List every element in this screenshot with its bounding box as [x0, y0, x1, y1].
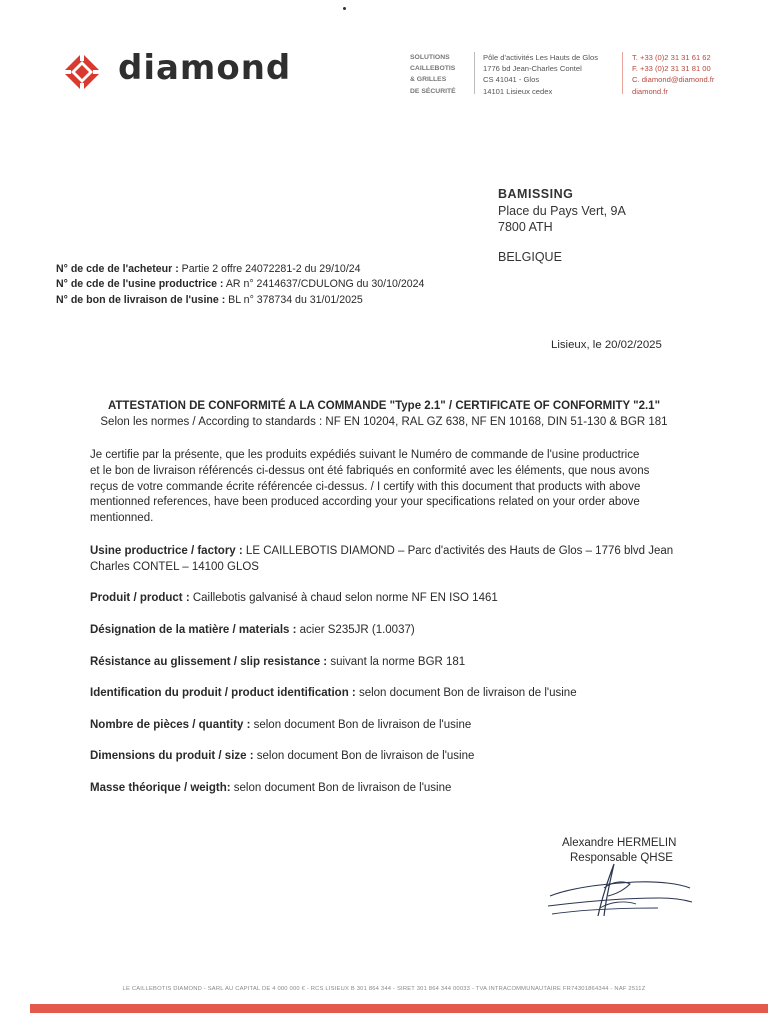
document-subtitle: Selon les normes / According to standards : NF EN 10204, RAL GZ 638, NF EN 10168, DIN 51-130 & BGR 181	[100, 416, 668, 428]
address-line: Pôle d'activités Les Hauts de Glos	[483, 53, 598, 62]
field-label: Identification du produit / product identification :	[90, 687, 356, 699]
paragraph-line: reçus de votre commande écrite référencée ci-dessus. / I certify with this document that products with above	[90, 480, 641, 493]
header-divider	[474, 52, 475, 94]
reference-label: N° de cde de l'acheteur :	[56, 263, 179, 275]
field-label: Désignation de la matière / materials :	[90, 624, 297, 636]
field-value: selon document Bon de livraison de l'usine	[230, 782, 452, 794]
recipient-country: BELGIQUE	[498, 249, 562, 264]
services-line: & GRILLES	[410, 76, 447, 84]
paragraph-line: Je certifie par la présente, que les produits expédiés suivant le Numéro de commande de l'usine productrice	[90, 449, 640, 461]
field-product-identification	[90, 686, 710, 702]
document-title: ATTESTATION DE CONFORMITÉ A LA COMMANDE "Type 2.1" / CERTIFICATE OF CONFORMITY "2.1"	[107, 400, 661, 412]
recipient-address	[498, 186, 626, 265]
footer-color-bar	[30, 1004, 768, 1013]
signatory-role: Responsable QHSE	[570, 852, 673, 864]
reference-label: N° de bon de livraison de l'usine :	[56, 293, 226, 306]
reference-value: BL n° 378734 du 31/01/2025	[225, 293, 363, 306]
order-references	[56, 262, 424, 308]
header-address	[483, 52, 598, 97]
field-size	[90, 749, 710, 765]
field-value: suivant la norme BGR 181	[327, 656, 466, 668]
field-label: Nombre de pièces / quantity :	[90, 719, 251, 731]
header-divider	[622, 52, 623, 94]
contact-fax: F. +33 (0)2 31 31 81 00	[632, 64, 711, 74]
field-value: selon document Bon de livraison de l'usine	[253, 750, 475, 762]
certification-paragraph	[90, 448, 708, 527]
signatory-name: Alexandre HERMELIN	[562, 837, 677, 849]
reference-label: N° de cde de l'usine productrice :	[56, 278, 224, 291]
address-line: 1776 bd Jean-Charles Contel	[483, 64, 582, 74]
field-label: Produit / product :	[90, 592, 190, 604]
recipient-name: BAMISSING	[498, 187, 574, 201]
handwritten-signature	[540, 858, 700, 920]
reference-value: AR n° 2414637/CDULONG du 30/10/2024	[223, 278, 425, 291]
field-value: selon document Bon de livraison de l'usine	[250, 719, 472, 731]
field-label: Usine productrice / factory :	[90, 545, 243, 557]
services-line: CAILLEBOTIS	[410, 65, 456, 73]
contact-email[interactable]: C. diamond@diamond.fr	[632, 75, 715, 85]
contact-website[interactable]: diamond.fr	[632, 86, 668, 96]
recipient-city: 7800 ATH	[498, 220, 553, 234]
field-materials	[90, 623, 710, 639]
legal-footer: LE CAILLEBOTIS DIAMOND - SARL AU CAPITAL DE 4 000 000 € - RCS LISIEUX B 301 864 344 - SIRET 301 864 344 00033 - TVA INTRACOMMUNAUTAIRE FR74301864344 - NAF 2511Z	[122, 986, 646, 992]
reference-value: Partie 2 offre 24072281-2 du 29/10/24	[178, 263, 361, 275]
header-services	[410, 52, 462, 97]
field-label: Résistance au glissement / slip resistance :	[90, 656, 328, 668]
place-date: Lisieux, le 20/02/2025	[551, 339, 662, 351]
scan-speck	[343, 7, 346, 10]
services-line: SOLUTIONS	[410, 54, 450, 61]
field-value: LE CAILLEBOTIS DIAMOND – Parc d'activités des Hauts de Glos – 1776 blvd Jean	[242, 545, 674, 557]
reference-factory-order	[56, 277, 424, 292]
field-slip-resistance	[90, 655, 710, 671]
header-contact	[632, 52, 714, 97]
reference-buyer-order	[56, 262, 424, 277]
field-label: Dimensions du produit / size :	[90, 750, 254, 762]
field-quantity	[90, 718, 710, 734]
address-line: CS 41041 - Glos	[483, 75, 540, 85]
field-value: acier S235JR (1.0037)	[296, 624, 415, 636]
reference-delivery-note	[56, 293, 424, 308]
paragraph-line: et le bon de livraison référencés ci-dessus ont été fabriqués en conformité avec les éléments, que nous avons	[90, 464, 650, 477]
field-weight	[90, 781, 710, 797]
field-value: selon document Bon de livraison de l'usine	[355, 687, 577, 699]
recipient-street: Place du Pays Vert, 9A	[498, 203, 626, 218]
paragraph-line: mentionned.	[90, 512, 154, 525]
diamond-logo-icon	[62, 52, 102, 92]
address-line: 14101 Lisieux cedex	[483, 86, 553, 96]
field-product	[90, 591, 710, 607]
field-factory	[90, 544, 710, 576]
field-value-continued: Charles CONTEL – 14100 GLOS	[90, 560, 259, 573]
field-value: Caillebotis galvanisé à chaud selon norme NF EN ISO 1461	[189, 592, 498, 604]
contact-phone: T. +33 (0)2 31 31 61 62	[632, 53, 711, 62]
paragraph-line: mentionned references, have been produced according your your specifications related on your order above	[90, 496, 640, 509]
logo-wordmark: diamond	[118, 48, 292, 88]
services-line: DE SÉCURITÉ	[410, 87, 456, 95]
field-label: Masse théorique / weigth:	[90, 782, 231, 794]
